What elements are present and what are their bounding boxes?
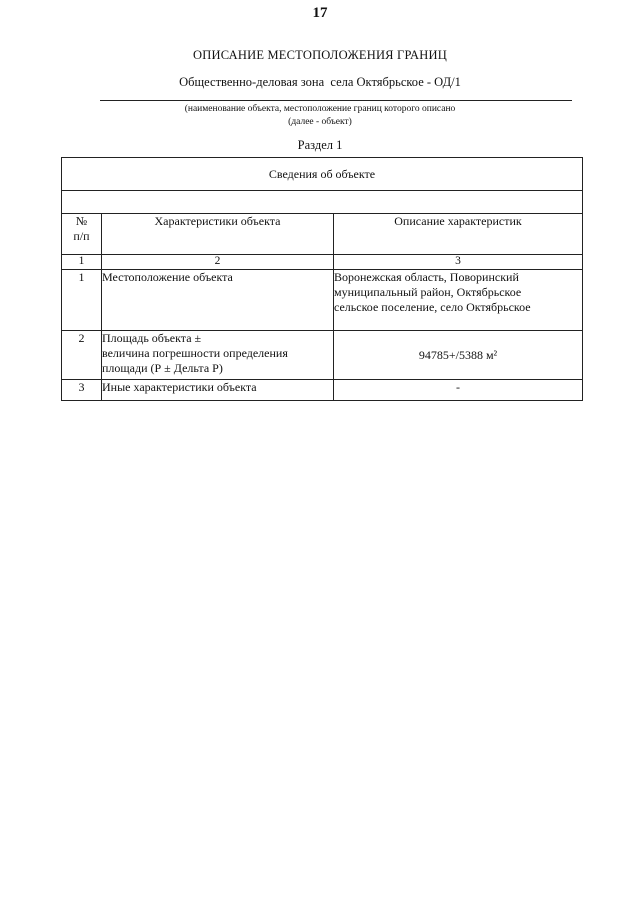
object-name: Общественно-деловая зона села Октябрьское - ОД/1 — [179, 75, 461, 89]
table-header-row — [62, 214, 583, 255]
document-title: ОПИСАНИЕ МЕСТОПОЛОЖЕНИЯ ГРАНИЦ — [193, 48, 447, 62]
row-description: 94785+/5388 м² — [334, 331, 583, 380]
row-characteristic: Площадь объекта ± величина погрешности определения площади (Р ± Дельта Р) — [102, 331, 334, 380]
column-index-1: 1 — [62, 255, 102, 270]
table-column-index-row — [62, 255, 583, 270]
object-caption-line-2: (далее - объект) — [288, 117, 352, 127]
page-number: 17 — [312, 5, 328, 21]
table-row — [62, 270, 583, 331]
row-number: 2 — [62, 331, 102, 380]
row-characteristic: Местоположение объекта — [102, 270, 334, 331]
object-caption-line-1: (наименование объекта, местоположение границ которого описано — [184, 104, 456, 114]
table-row — [62, 331, 583, 380]
object-name-underline — [100, 100, 572, 101]
column-index-3: 3 — [334, 255, 583, 270]
table-row — [62, 380, 583, 401]
object-caption — [0, 103, 640, 129]
row-description: - — [334, 380, 583, 401]
row-characteristic: Иные характеристики объекта — [102, 380, 334, 401]
row-number: 3 — [62, 380, 102, 401]
section-label: Раздел 1 — [297, 138, 343, 152]
row-description: Воронежская область, Поворинский муниципальный район, Октябрьское сельское поселение, село Октябрьское — [334, 270, 583, 331]
table-title-row — [62, 158, 583, 191]
column-index-2: 2 — [102, 255, 334, 270]
table-spacer-row — [62, 191, 583, 214]
header-characteristic: Характеристики объекта — [102, 214, 334, 255]
table-title: Сведения об объекте — [62, 158, 583, 191]
row-number: 1 — [62, 270, 102, 331]
header-number: № п/п — [62, 214, 102, 255]
object-info-table — [61, 157, 583, 401]
table-spacer-cell — [62, 191, 583, 214]
header-description: Описание характеристик — [334, 214, 583, 255]
